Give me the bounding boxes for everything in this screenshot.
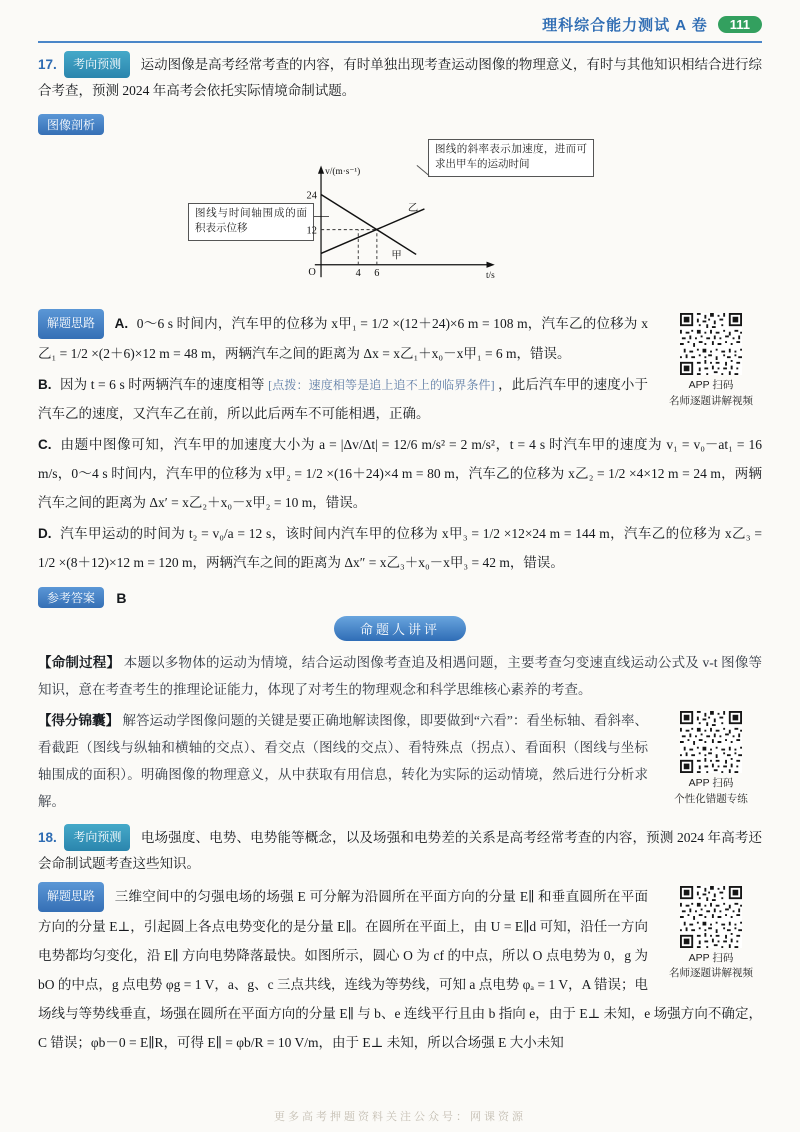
design-process-label: 【命制过程】: [38, 655, 121, 671]
car-jia-label: 甲: [391, 251, 402, 263]
qr-caption-app: APP 扫码: [688, 777, 734, 790]
qr-caption-app: APP 扫码: [688, 951, 734, 964]
option-b-hint-note: [点拨：速度相等是追上追不上的临界条件]: [268, 378, 495, 393]
y-tick-12: 12: [306, 226, 317, 238]
x-tick-6: 6: [374, 268, 380, 280]
line-car-jia: [321, 195, 419, 255]
option-a-text: 0～6 s 时间内，汽车甲的位移为 x甲₁ = 1/2 ×(12＋24)×6 m = 108 m，汽车乙的位移为 x乙₁ = 1/2 ×(2＋6)×12 m = 48 m，两辆汽车之间的距离为 Δx = x乙₁＋x₀－x甲₁ = 6 m，错误。: [38, 316, 648, 362]
qr-box-video-2: [660, 886, 762, 981]
x-axis-label: t/s: [485, 271, 495, 282]
q17-answer-row: [38, 587, 762, 608]
option-b-text-post: ，此后汽车甲的速度小于汽车乙的速度，又汽车乙在前，所以此后两车不可能相遇，正确。: [38, 377, 649, 422]
exam-trend-badge: 考向预测: [64, 824, 130, 851]
q17-option-a-analysis: [38, 309, 762, 368]
option-b-text-pre: 因为 t = 6 s 时两辆汽车的速度相等: [60, 377, 265, 393]
qr-caption-video: 名师逐题讲解视频: [669, 967, 753, 980]
qr-box-practice: [660, 711, 762, 806]
figure-callout-slope: 图线的斜率表示加速度，进而可求出甲车的运动时间: [428, 139, 594, 176]
qr-code-icon: [680, 886, 742, 948]
y-tick-24: 24: [306, 191, 317, 203]
exam-trend-badge: 考向预测: [64, 51, 130, 78]
answer-letter: B: [116, 590, 127, 607]
scoring-tips-text: 解答运动学图像问题的关键是要正确地解读图像，即要做到“六看”：看坐标轴、看斜率、看截距（图线与纵轴和横轴的交点）、看交点（图线的交点）、看特殊点（拐点）、看面积（图线与坐标轴围成的面积）。明确图像的物理意义，从中获取有用信息，转化为实际的运动情境，然后进行分析求解。: [38, 713, 649, 810]
qr-code-icon: [680, 711, 742, 773]
commentary-scoring-tips: [38, 707, 762, 815]
examiner-commentary-banner: 命题人讲评: [334, 616, 466, 641]
qr-caption-practice: 个性化错题专练: [674, 792, 748, 805]
q18-solution-paragraph: [38, 882, 762, 1057]
car-yi-label: 乙: [407, 203, 419, 215]
option-c-label: C.: [38, 437, 52, 453]
line-car-yi: [321, 209, 424, 253]
option-b-label: B.: [38, 377, 52, 393]
examiner-commentary: [38, 649, 762, 819]
page-header-title: 理科综合能力测试 A 卷: [542, 17, 708, 34]
q17-exam-trend-text: 运动图像是高考经常考查的内容，有时单独出现考查运动图像的物理意义，有时与其他知识相结合进行综合考查，预测 2024 年高考会依托实际情境命制试题。: [38, 57, 763, 98]
origin-label: O: [308, 267, 316, 279]
reference-answer-badge: 参考答案: [38, 587, 104, 608]
q17-number: 17.: [38, 57, 57, 72]
q17-option-c-analysis: [38, 430, 762, 517]
page-number-badge: 111: [718, 16, 762, 33]
design-process-text: 本题以多物体的运动为情境，结合运动图像考查追及相遇问题，主要考查匀变速直线运动公式及 v-t 图像等知识，意在考查考生的推理论证能力，体现了对考生的物理观念和科学思维核心素养的考查。: [38, 655, 763, 698]
q18-number: 18.: [38, 830, 57, 846]
solution-idea-badge: 解题思路: [38, 309, 104, 339]
q18-exam-trend-paragraph: [38, 824, 762, 876]
commentary-banner-wrap: [38, 616, 762, 641]
x-tick-4: 4: [355, 268, 361, 280]
option-a-label: A.: [114, 316, 129, 332]
q17-option-b-analysis: [38, 370, 762, 428]
figure-callout-area: 图线与时间轴围成的面积表示位移: [188, 203, 314, 240]
scoring-tips-label: 【得分锦囊】: [38, 713, 120, 729]
q17-exam-trend-paragraph: [38, 51, 762, 103]
option-c-text: 由题中图像可知，汽车甲的加速度大小为 a = |Δv/Δt| = 12/6 m/s² = 2 m/s²，t = 4 s 时汽车甲的速度为 v₁ = v₀－at₁ = 16 m/s，0～4 s 时间内，汽车甲的位移为 x甲₂ = 1/2 ×(16＋24)×4 m = 80 m，汽车乙的位移为 x乙₂ = 1/2 ×4×12 m = 24 m，两辆汽车之间的距离为 Δx′ = x乙₂＋x₀－x甲₂ = 10 m，错误。: [38, 437, 763, 511]
q17-solution-block: [38, 309, 762, 579]
q17-option-d-analysis: [38, 519, 762, 577]
y-axis-label: v/(m·s⁻¹): [325, 167, 361, 178]
qr-caption-app: APP 扫码: [688, 379, 734, 392]
option-d-label: D.: [38, 526, 52, 542]
page-header: [38, 14, 762, 43]
solution-idea-badge: 解题思路: [38, 882, 104, 912]
vt-graph-figure: [188, 139, 658, 307]
qr-box-video-1: [660, 313, 762, 408]
commentary-design-process: [38, 649, 762, 703]
qr-caption-video: 名师逐题讲解视频: [669, 394, 753, 407]
option-d-text: 汽车甲运动的时间为 t₂ = v₀/a = 12 s，该时间内汽车甲的位移为 x甲₃ = 1/2 ×12×24 m = 144 m，汽车乙的位移为 x乙₃ = 1/2 ×(8＋12)×12 m = 120 m，两辆汽车之间的距离为 Δx″ = x乙₃＋x₀－x甲₃ = 42 m，错误。: [38, 526, 762, 571]
q18-solution-text: 三维空间中的匀强电场的场强 E 可分解为沿圆所在平面方向的分量 E∥ 和垂直圆所在平面方向的分量 E⊥，引起圆上各点电势变化的是分量 E∥。在圆所在平面上，由 U = E∥d 可知，沿任一方向电势都均匀变化，沿 E∥ 方向电势降落最快。如图所示，圆心 O 为 cf 的中点，所以 O 点电势为 0，g 为 bO 的中点，g 点电势 φg = 1 V，a、g、c 三点共线，连线为等势线，可知 a 点电势 φₐ = 1 V，A 错误；电场线与等势线垂直，场强在圆所在平面方向的分量 E∥ 与 b、e 连线平行且由 b 指向 e，由于 E⊥ 未知，e 场强方向不确定，C 错误；φb－0 = E∥R，可得 E∥ = φb/R = 10 V/m，由于 E⊥ 未知，所以合场强 E 大小未知: [38, 888, 762, 1050]
graph-analysis-badge: 图像剖析: [38, 114, 104, 135]
vt-graph: [290, 161, 502, 291]
q18-exam-trend-text: 电场强度、电势、电势能等概念，以及场强和电势差的关系是高考经常考查的内容，预测 2024 年高考还会命制试题考查这些知识。: [38, 830, 763, 872]
footer-watermark: 更多高考押题资料关注公众号：网课资源: [274, 1111, 526, 1123]
qr-code-icon: [680, 313, 742, 375]
question-17: [38, 51, 762, 608]
q18-solution-block: [38, 882, 762, 1059]
question-18: [38, 824, 762, 1058]
